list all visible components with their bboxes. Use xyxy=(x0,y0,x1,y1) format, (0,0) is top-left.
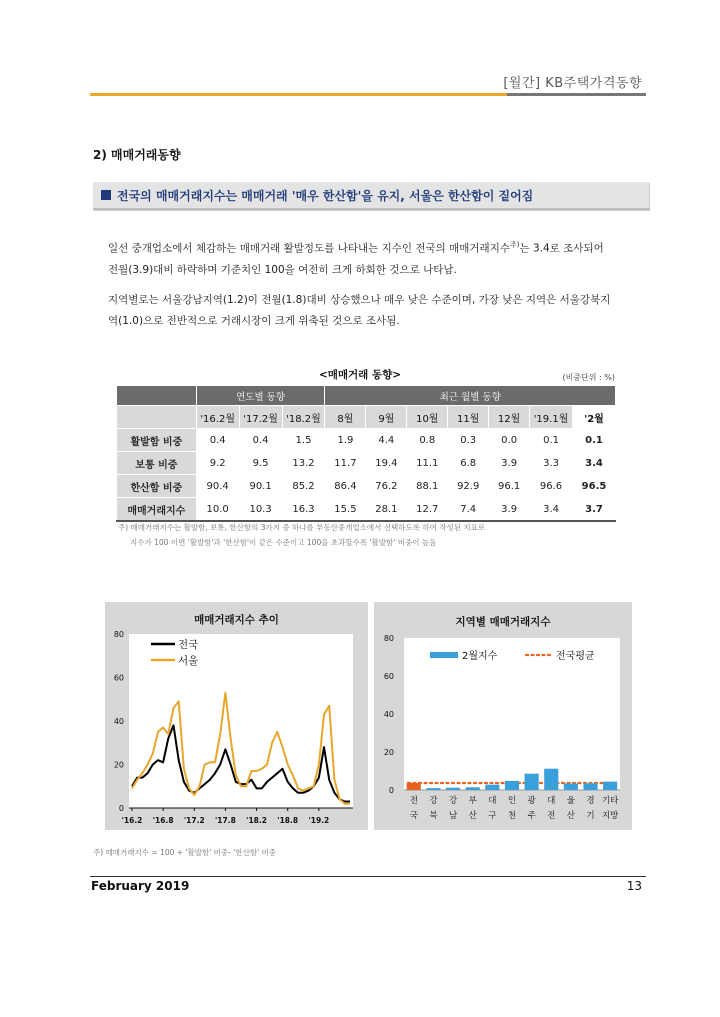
column-header: '2월 xyxy=(573,406,616,429)
table-row xyxy=(117,498,616,522)
table-cell: 4.4 xyxy=(366,429,407,452)
table-cell: 10.0 xyxy=(196,498,239,522)
table-cell: 0.4 xyxy=(196,429,239,452)
row-label: 활발함 비중 xyxy=(117,429,197,452)
line-chart-panel xyxy=(105,602,368,830)
x-category-label-bottom: 북 xyxy=(429,811,438,821)
chart-note: 주) 매매거래지수 = 100 + '활발함' 비중- '한산함' 비중 xyxy=(93,848,276,857)
column-header: 9월 xyxy=(366,406,407,429)
table-cell: 0.1 xyxy=(530,429,573,452)
x-category-label-bottom: 산 xyxy=(566,811,576,821)
table-unit: (비중단위 : %) xyxy=(562,373,615,382)
x-category-label-top: 기타 xyxy=(601,796,619,806)
paragraph-2 xyxy=(108,290,648,332)
bar xyxy=(485,785,499,790)
paragraph-1-text-b: 는 3.4로 조사되어 xyxy=(519,242,604,255)
paragraph-2-text-a: 지역별로는 서울강남지역(1.2)이 전월(1.8)대비 상승했으나 매우 낮은 수준이며, 가장 낮은 지역은 서울강북지 xyxy=(108,294,611,306)
table-cell: 7.4 xyxy=(448,498,489,522)
x-category-label-top: 대 xyxy=(547,796,556,806)
row-label: 보통 비중 xyxy=(117,452,197,475)
row-label: 매매거래지수 xyxy=(117,498,197,522)
column-header: '16.2월 xyxy=(196,406,239,429)
y-tick-label: 0 xyxy=(118,804,124,813)
section-title: 2) 매매거래동향 xyxy=(93,148,181,162)
table-cell: 3.7 xyxy=(573,498,616,522)
table-cell: 28.1 xyxy=(366,498,407,522)
header-title: [월간] KB주택가격동향 xyxy=(503,76,642,91)
x-category-label-bottom: 국 xyxy=(409,811,418,821)
x-category-label-bottom: 천 xyxy=(507,811,517,821)
table-cell: 3.9 xyxy=(489,452,530,475)
x-category-label-top: 전 xyxy=(409,796,418,806)
legend-swatch xyxy=(430,652,458,658)
table-cell: 96.5 xyxy=(573,475,616,498)
table-cell: 19.4 xyxy=(366,452,407,475)
table-cell: 11.7 xyxy=(325,452,366,475)
bar-chart-panel xyxy=(374,602,632,830)
legend-label: 전국 xyxy=(178,639,199,651)
banner-text: 전국의 매매거래지수는 매매거래 '매우 한산함'을 유지, 서울은 한산함이 짙어짐 xyxy=(117,189,534,203)
x-tick-label: '16.8 xyxy=(152,816,174,825)
table-cell: 90.1 xyxy=(239,475,282,498)
table-cell: 76.2 xyxy=(366,475,407,498)
table-cell: 90.4 xyxy=(196,475,239,498)
table-note-2: 지수가 100 이면 '활발함'과 '한산함'이 같은 수준이고 100을 초과할수록 '활발함' 비중이 높음 xyxy=(130,538,437,547)
x-tick-label: '17.2 xyxy=(183,816,205,825)
column-header: 8월 xyxy=(325,406,366,429)
bar xyxy=(446,788,460,790)
table-cell: 3.4 xyxy=(530,498,573,522)
line-chart xyxy=(105,602,368,830)
y-tick-label: 40 xyxy=(113,717,124,726)
y-tick-label: 80 xyxy=(113,630,124,639)
legend-label: 전국평균 xyxy=(556,651,595,662)
x-category-label-top: 인 xyxy=(507,796,517,806)
table-cell: 16.3 xyxy=(282,498,325,522)
x-category-label-top: 경 xyxy=(586,796,595,806)
table-cell: 0.1 xyxy=(573,429,616,452)
paragraph-1-text-c: 전월(3.9)대비 하락하며 기준치인 100을 여전히 크게 하회한 것으로 나타남. xyxy=(108,263,457,276)
bar xyxy=(525,774,539,790)
table-cell: 86.4 xyxy=(325,475,366,498)
table-cell: 12.7 xyxy=(407,498,448,522)
column-header: 11월 xyxy=(448,406,489,429)
bar xyxy=(603,782,617,790)
bar-chart xyxy=(374,602,632,830)
x-category-label-bottom: 산 xyxy=(468,811,477,821)
table-cell: 1.9 xyxy=(325,429,366,452)
table-cell: 0.0 xyxy=(489,429,530,452)
table-cell: 0.8 xyxy=(407,429,448,452)
table-cell: 15.5 xyxy=(325,498,366,522)
y-tick-label: 60 xyxy=(383,672,394,681)
x-category-label-bottom: 주 xyxy=(527,811,536,821)
table-note-1: 주) 매매거래지수는 활발함, 보통, 한산함의 3가지 중 하나를 부동산중개업소에서 선택하도록 하여 작성된 지표로 xyxy=(118,523,486,532)
table-cell: 1.5 xyxy=(282,429,325,452)
trade-table xyxy=(116,385,616,522)
y-tick-label: 60 xyxy=(113,673,124,683)
group-header-yearly: 연도별 동향 xyxy=(196,386,325,406)
x-category-label-top: 부 xyxy=(468,796,477,806)
paragraph-1 xyxy=(108,235,648,281)
table-cell: 13.2 xyxy=(282,452,325,475)
bar xyxy=(584,783,598,790)
legend-label: 서울 xyxy=(178,655,199,667)
table-cell: 0.3 xyxy=(448,429,489,452)
table-row xyxy=(117,429,616,452)
bar xyxy=(407,783,421,790)
x-category-label-bottom: 지방 xyxy=(601,811,619,821)
table-cell: 88.1 xyxy=(407,475,448,498)
y-tick-label: 80 xyxy=(383,634,394,643)
column-header: '17.2월 xyxy=(239,406,282,429)
table-cell: 9.5 xyxy=(239,452,282,475)
table-cell: 3.4 xyxy=(573,452,616,475)
footer-date: February 2019 xyxy=(91,879,190,893)
line-chart-title: 매매거래지수 추이 xyxy=(194,614,279,626)
square-bullet-icon xyxy=(101,190,111,200)
y-tick-label: 0 xyxy=(388,786,394,795)
column-header: '19.1월 xyxy=(530,406,573,429)
x-category-label-bottom: 전 xyxy=(547,811,556,821)
footer-rule xyxy=(90,876,646,877)
column-header: 12월 xyxy=(489,406,530,429)
bar-chart-title: 지역별 매매거래지수 xyxy=(455,616,551,628)
table-cell: 96.1 xyxy=(489,475,530,498)
row-label: 한산함 비중 xyxy=(117,475,197,498)
x-tick-label: '19.2 xyxy=(308,816,330,825)
x-category-label-top: 대 xyxy=(488,796,497,806)
y-tick-label: 40 xyxy=(383,710,394,719)
bar xyxy=(544,769,558,790)
column-header-corner xyxy=(117,406,197,429)
x-tick-label: '16.2 xyxy=(121,816,143,825)
x-category-label-bottom: 기 xyxy=(586,811,595,821)
x-tick-label: '17.8 xyxy=(215,816,236,825)
x-category-label-bottom: 구 xyxy=(488,811,497,821)
header-rule xyxy=(90,93,646,96)
table-cell: 3.3 xyxy=(530,452,573,475)
table-cell: 6.8 xyxy=(448,452,489,475)
table-cell: 92.9 xyxy=(448,475,489,498)
footnote-mark: 주) xyxy=(510,241,520,249)
x-category-label-top: 울 xyxy=(566,796,576,806)
table-cell: 96.6 xyxy=(530,475,573,498)
table-corner xyxy=(117,386,197,406)
table-row xyxy=(117,452,616,475)
x-category-label-top: 강 xyxy=(429,796,438,806)
bar xyxy=(505,781,519,790)
bar xyxy=(426,788,440,790)
table-cell: 85.2 xyxy=(282,475,325,498)
column-header: '18.2월 xyxy=(282,406,325,429)
table-title: <매매거래 동향> xyxy=(318,369,402,381)
table-cell: 10.3 xyxy=(239,498,282,522)
table-cell: 11.1 xyxy=(407,452,448,475)
paragraph-2-text-b: 역(1.0)으로 전반적으로 거래시장이 크게 위축된 것으로 조사됨. xyxy=(108,315,400,327)
table-cell: 3.9 xyxy=(489,498,530,522)
page-number: 13 xyxy=(626,879,642,893)
group-header-monthly: 최근 월별 동향 xyxy=(325,386,616,406)
x-category-label-bottom: 남 xyxy=(448,811,458,821)
legend-label: 2월지수 xyxy=(462,651,498,662)
y-tick-label: 20 xyxy=(113,760,124,770)
bar xyxy=(466,787,480,790)
bar xyxy=(564,784,578,791)
summary-banner xyxy=(93,182,649,210)
table-cell: 0.4 xyxy=(239,429,282,452)
y-tick-label: 20 xyxy=(383,748,394,757)
paragraph-1-text-a: 일선 중개업소에서 체감하는 매매거래 활발정도를 나타내는 지수인 전국의 매매거래지수 xyxy=(108,242,510,255)
x-tick-label: '18.2 xyxy=(246,816,267,825)
x-tick-label: '18.8 xyxy=(277,816,299,825)
table-row xyxy=(117,475,616,498)
column-header: 10월 xyxy=(407,406,448,429)
x-category-label-top: 강 xyxy=(448,796,458,806)
table-cell: 9.2 xyxy=(196,452,239,475)
x-category-label-top: 광 xyxy=(527,796,536,806)
